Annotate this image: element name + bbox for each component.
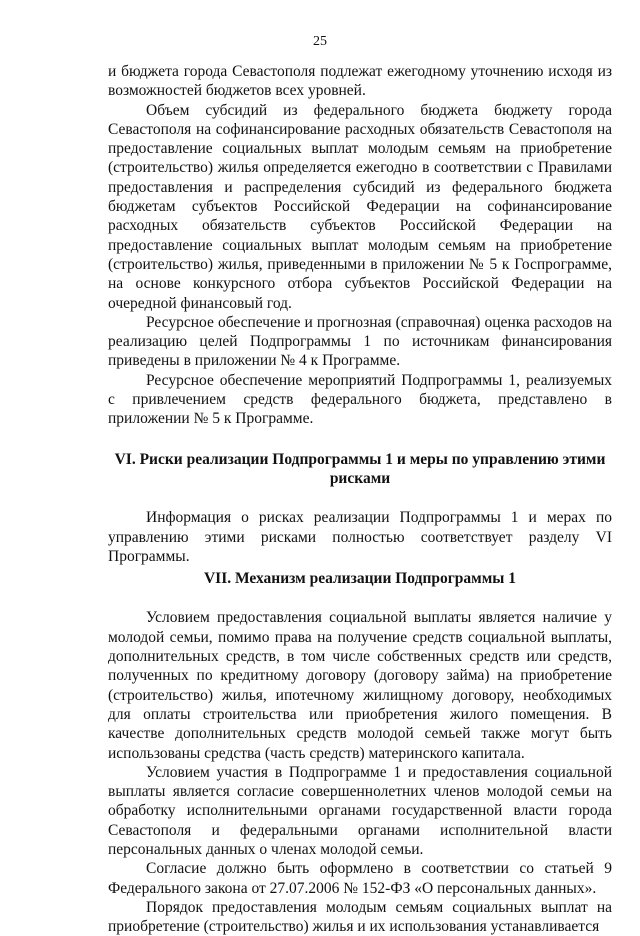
section-7-heading: VII. Механизм реализации Подпрограммы 1 [203,570,516,588]
document-body [108,62,612,936]
paragraph-resource-federal: Ресурсное обеспечение мероприятий Подпрограммы 1, реализуемых с привлечением средств федерального бюджета, представлено в приложении № 5 к Программе. [108,371,612,428]
paragraph-resource-estimate: Ресурсное обеспечение и прогнозная (справочная) оценка расходов на реализацию целей Подпрограммы 1 по источникам финансирования приведены в приложении № 4 к Программе. [108,313,612,370]
section-7-paragraph-4: Порядок предоставления молодым семьям социальных выплат на приобретение (строительство) жилья и их использования устанавливается [108,898,612,936]
section-7-paragraph-1: Условием предоставления социальной выплаты является наличие у молодой семьи, помимо права на получение средств социальной выплаты, дополнительных средств, в том числе собственных средств или средств, полученных по кредитному договору (договору займа) на приобретение (строительство) жилья, ипотечному жилищному договору, необходимых для оплаты строительства или приобретения жилого помещения. В качестве дополнительных средств молодой семьей также могут быть использованы средства (часть средств) материнского капитала. [108,609,612,762]
section-7-paragraph-3: Согласие должно быть оформлено в соответствии со статьей 9 Федерального закона от 27.07.2006 № 152-ФЗ «О персональных данных». [108,860,612,897]
paragraph-subsidies: Объем субсидий из федерального бюджета бюджету города Севастополя на софинансирование расходных обязательств Севастополя на предоставление социальных выплат молодым семьям на приобретение (строительство) жилья определяется ежегодно в соответствии с Правилами предоставления и распределения субсидий из федерального бюджета бюджетам субъектов Российской Федерации на софинансирование расходных обязательств субъектов Российской Федерации на предоставление социальных выплат молодым семьям на приобретение (строительство) жилья, приведенными в приложении № 5 к Госпрограмме, на основе конкурсного отбора субъектов Российской Федерации на очередной финансовый год. [108,101,612,312]
page-number: 25 [313,34,327,49]
paragraph-continuation: и бюджета города Севастополя подлежат ежегодному уточнению исходя из возможностей бюджетов всех уровней. [108,63,612,100]
section-6-heading: VI. Риски реализации Подпрограммы 1 и меры по управлению этими рисками [114,450,606,487]
section-7-paragraph-2: Условием участия в Подпрограмме 1 и предоставления социальной выплаты является согласие совершеннолетних членов молодой семьи на обработку исполнительными органами государственной власти города Севастополя и федеральными органами исполнительной власти персональных данных о членах молодой семьи. [108,763,612,858]
section-6-paragraph: Информация о рисках реализации Подпрограммы 1 и мерах по управлению этими рисками полностью соответствует разделу VI Программы. [108,509,612,565]
